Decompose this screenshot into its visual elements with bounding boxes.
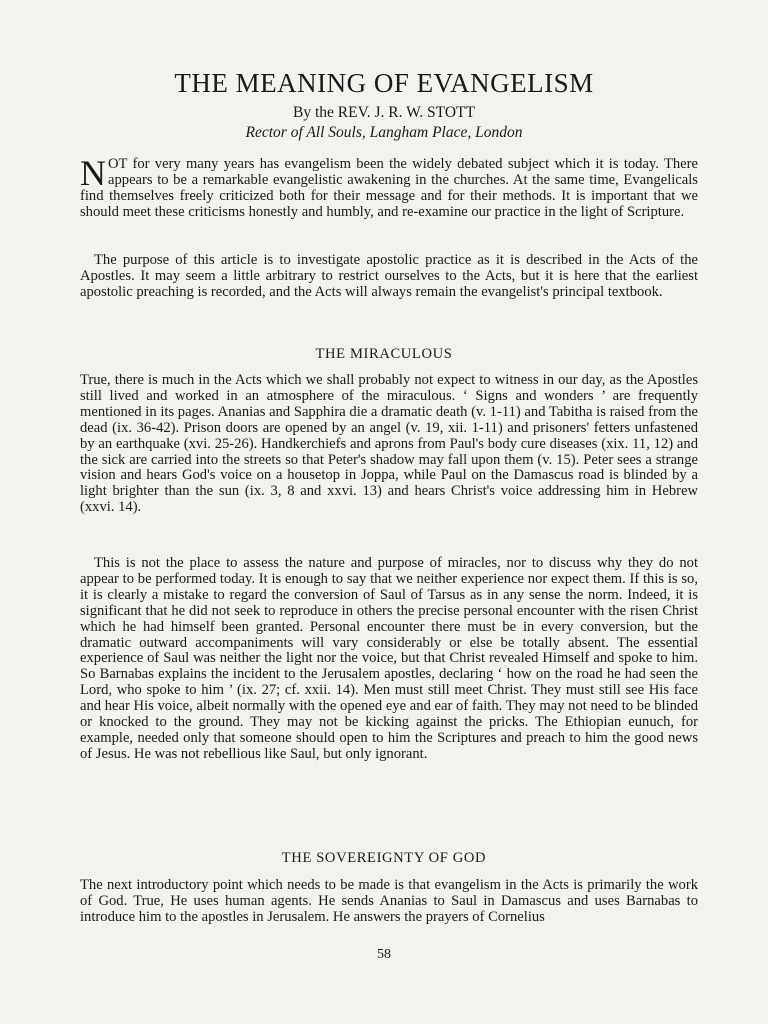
paragraph-purpose: The purpose of this article is to investigate apostolic practice as it is described in the Acts of the Apostles. It may seem a little arbitrary to restrict ourselves to the Acts, but it is here that the earliest apostolic preaching is recorded, and the Acts will always remain the evangelist's principal textbook. <box>80 252 698 300</box>
paragraph-miraculous: True, there is much in the Acts which we shall probably not expect to witness in our day, as the Apostles still lived and worked in an atmosphere of the miraculous. ‘ Signs and wonders ’ are frequently mentioned in its pages. Ananias and Sapphira die a dramatic death (v. 1-11) and Tabitha is raised from the dead (ix. 36-42). Prison doors are opened by an angel (v. 19, xii. 1-11) and prisoners' fetters unfastened by an earthquake (xvi. 25-26). Handkerchiefs and aprons from Paul's body cure diseases (xix. 11, 12) and the sick are carried into the streets so that Peter's shadow may fall upon them (v. 15). Peter sees a strange vision and hears God's voice on a housetop in Joppa, while Paul on the Damascus road is blinded by a light brighter than the sun (ix. 3, 8 and xxvi. 13) and hears Christ's voice addressing him in Hebrew (xxvi. 14). <box>80 372 698 516</box>
section-heading-miraculous: THE MIRACULOUS <box>315 346 453 362</box>
paragraph-miracles-discussion: This is not the place to assess the nature and purpose of miracles, nor to discuss why they do not appear to be performed today. It is enough to say that we neither experience nor expect them. If this is so, it is clearly a mistake to regard the conversion of Saul of Tarsus as in any sense the norm. Indeed, it is significant that he did not seek to reproduce in others the precise personal encounter with the risen Christ which he had himself been granted. Personal encounter there must be in every conversion, but the dramatic outward accompaniments will vary considerably or else be totally absent. The essential experience of Saul was neither the light nor the voice, but that Christ revealed Himself and spoke to him. So Barnabas explains the incident to the Jerusalem apostles, declaring ‘ how on the road he had seen the Lord, who spoke to him ’ (ix. 27; cf. xxii. 14). Men must still meet Christ. They must still see His face and hear His voice, albeit normally with the opened eye and ear of faith. They may not need to be blinded or knocked to the ground. They may not be kicking against the pricks. The Ethiopian eunuch, for example, needed only that someone should open to him the Scriptures and preach to him the good news of Jesus. He was not rebellious like Saul, but only ignorant. <box>80 555 698 762</box>
article-title: THE MEANING OF EVANGELISM <box>174 68 594 98</box>
drop-cap: N <box>80 153 106 193</box>
paragraph-intro <box>80 153 698 221</box>
author-affiliation: Rector of All Souls, Langham Place, London <box>245 124 523 141</box>
paragraph-intro-text: OT for very many years has evangelism been the widely debated subject which it is today. There appears to be a remarkable evangelistic awakening in the churches. At the same time, Evangelicals find themselves freely criticized both for their message and for their methods. It is important that we should meet these criticisms honestly and humbly, and re-examine our practice in the light of Scripture. <box>80 156 698 220</box>
section-heading-sovereignty: THE SOVEREIGNTY OF GOD <box>281 850 487 866</box>
paragraph-sovereignty: The next introductory point which needs to be made is that evangelism in the Acts is primarily the work of God. True, He uses human agents. He sends Ananias to Saul in Damascus and uses Barnabas to introduce him to the apostles in Jerusalem. He answers the prayers of Cornelius <box>80 877 698 925</box>
author-byline: By the REV. J. R. W. STOTT <box>292 104 475 121</box>
page-number: 58 <box>377 947 391 962</box>
